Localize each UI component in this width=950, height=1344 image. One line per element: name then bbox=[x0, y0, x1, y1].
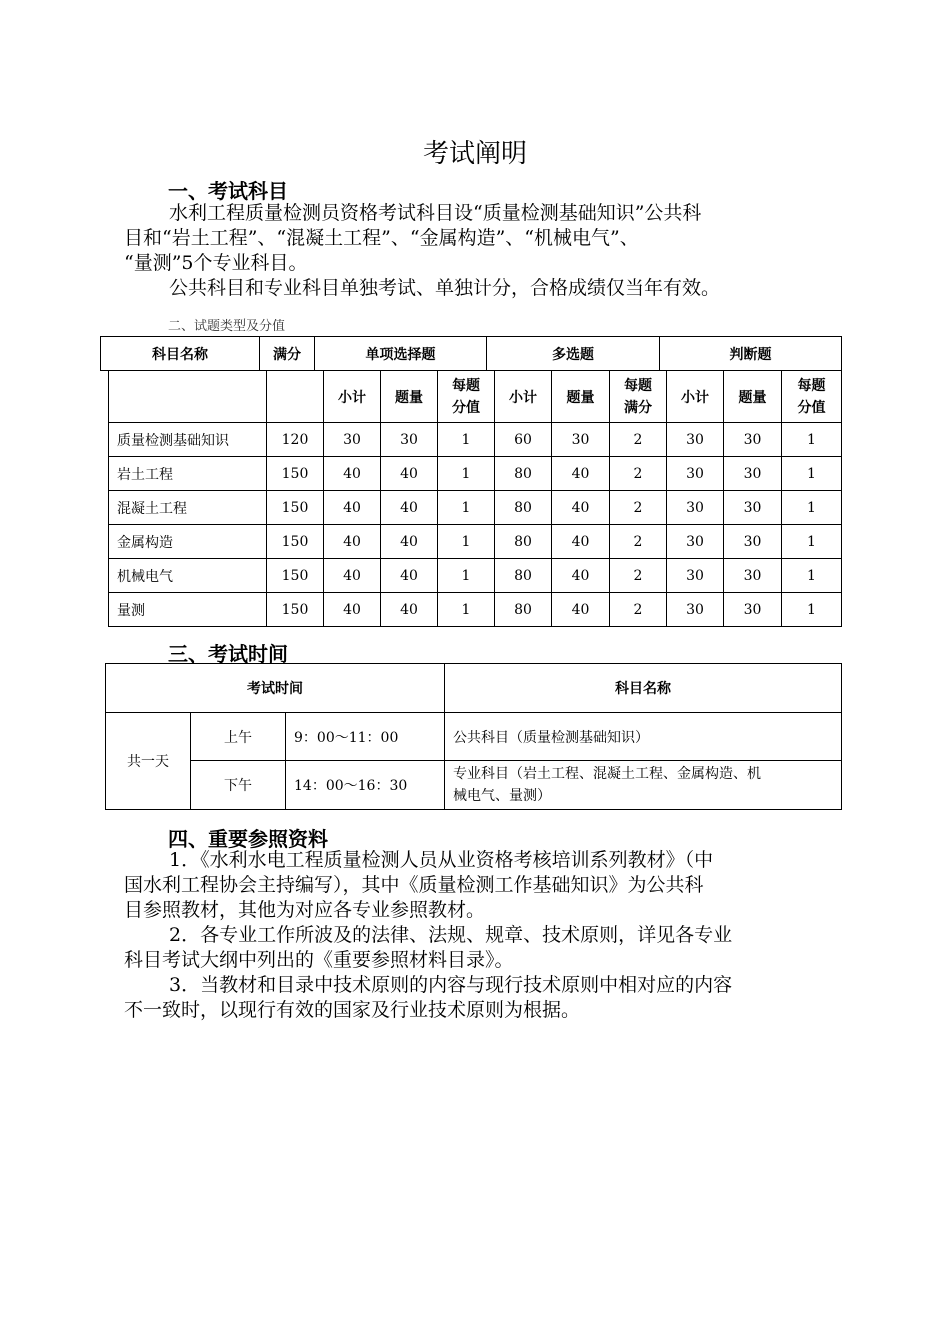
cell-subject: 量测 bbox=[109, 593, 267, 627]
cell: 40 bbox=[381, 491, 438, 525]
subheader-cell: 小计 bbox=[667, 371, 724, 423]
subheader-cell: 小计 bbox=[324, 371, 381, 423]
subheader-cell: 每题 分值 bbox=[438, 371, 495, 423]
subheader-cell: 题量 bbox=[381, 371, 438, 423]
cell: 40 bbox=[324, 525, 381, 559]
cell: 30 bbox=[552, 423, 610, 457]
subjects-line: 目和“岩土工程”、“混凝土工程”、“金属构造”、“机械电气”、 bbox=[124, 227, 639, 249]
cell: 30 bbox=[724, 593, 782, 627]
reference-line: 目参照教材，其他为对应各专业参照教材。 bbox=[124, 899, 486, 921]
cell: 2 bbox=[610, 559, 667, 593]
reference-line: 3．当教材和目录中技术原则的内容与现行技术原则中相对应的内容 bbox=[169, 974, 733, 996]
cell: 40 bbox=[381, 593, 438, 627]
reference-line: 不一致时，以现行有效的国家及行业技术原则为根据。 bbox=[124, 999, 581, 1021]
table-row bbox=[109, 491, 842, 525]
question-types-header-table bbox=[100, 336, 842, 371]
afternoon-subject-line: 专业科目（岩土工程、混凝土工程、金属构造、机 bbox=[453, 766, 761, 782]
cell: 60 bbox=[495, 423, 552, 457]
cell: 40 bbox=[552, 457, 610, 491]
subjects-paragraph bbox=[124, 201, 834, 301]
cell: 40 bbox=[552, 593, 610, 627]
cell: 150 bbox=[267, 559, 324, 593]
section-heading-subjects: 一、考试科目 bbox=[168, 179, 288, 203]
cell: 1 bbox=[782, 525, 842, 559]
cell: 30 bbox=[724, 525, 782, 559]
scoring-note: 公共科目和专业科目单独考试、单独计分，合格成绩仅当年有效。 bbox=[169, 277, 721, 299]
cell: 1 bbox=[438, 593, 495, 627]
subheader-row bbox=[109, 371, 842, 423]
reference-line: 科目考试大纲中列出的《重要参照材料目录》。 bbox=[124, 949, 514, 971]
cell: 1 bbox=[438, 491, 495, 525]
cell: 120 bbox=[267, 423, 324, 457]
cell-subject: 金属构造 bbox=[109, 525, 267, 559]
cell: 1 bbox=[782, 593, 842, 627]
cell: 1 bbox=[782, 423, 842, 457]
cell: 30 bbox=[667, 525, 724, 559]
question-types-caption: 二、试题类型及分值 bbox=[168, 319, 286, 334]
cell: 30 bbox=[667, 491, 724, 525]
header-exam-time: 考试时间 bbox=[106, 664, 445, 713]
cell-morning-subject: 公共科目（质量检测基础知识） bbox=[445, 713, 842, 761]
cell: 1 bbox=[782, 559, 842, 593]
cell: 30 bbox=[724, 423, 782, 457]
cell-subject: 混凝土工程 bbox=[109, 491, 267, 525]
header-subject: 科目名称 bbox=[445, 664, 842, 713]
subheader-cell: 每题 满分 bbox=[610, 371, 667, 423]
header-full-score: 满分 bbox=[260, 337, 315, 371]
cell: 30 bbox=[667, 423, 724, 457]
cell: 40 bbox=[381, 559, 438, 593]
cell: 150 bbox=[267, 491, 324, 525]
cell: 40 bbox=[324, 559, 381, 593]
cell-afternoon-subject bbox=[445, 761, 842, 810]
cell: 2 bbox=[610, 457, 667, 491]
cell-subject: 机械电气 bbox=[109, 559, 267, 593]
cell: 80 bbox=[495, 457, 552, 491]
cell: 40 bbox=[381, 457, 438, 491]
cell: 2 bbox=[610, 525, 667, 559]
cell: 150 bbox=[267, 593, 324, 627]
table-row bbox=[109, 525, 842, 559]
cell: 150 bbox=[267, 457, 324, 491]
header-single-choice: 单项选择题 bbox=[315, 337, 487, 371]
cell: 40 bbox=[552, 491, 610, 525]
subheader-empty bbox=[109, 371, 267, 423]
cell: 80 bbox=[495, 559, 552, 593]
section-heading-exam-time: 三、考试时间 bbox=[168, 642, 288, 666]
cell: 1 bbox=[782, 491, 842, 525]
reference-line: 国水利工程协会主持编写），其中《质量检测工作基础知识》为公共科 bbox=[124, 874, 704, 896]
cell: 30 bbox=[667, 457, 724, 491]
cell: 80 bbox=[495, 525, 552, 559]
cell: 40 bbox=[381, 525, 438, 559]
cell-morning: 上午 bbox=[191, 713, 286, 761]
cell: 150 bbox=[267, 525, 324, 559]
cell: 30 bbox=[324, 423, 381, 457]
subjects-line: “量测”5个专业科目。 bbox=[124, 252, 308, 274]
cell: 80 bbox=[495, 491, 552, 525]
cell: 1 bbox=[438, 423, 495, 457]
section-heading-references: 四、重要参照资料 bbox=[168, 827, 328, 851]
subheader-cell: 小计 bbox=[495, 371, 552, 423]
cell-morning-time: 9：00～11：00 bbox=[286, 713, 445, 761]
cell-afternoon: 下午 bbox=[191, 761, 286, 810]
exam-time-table bbox=[105, 663, 842, 810]
subjects-line: 水利工程质量检测员资格考试科目设“质量检测基础知识”公共科 bbox=[169, 202, 702, 224]
subheader-cell: 题量 bbox=[724, 371, 782, 423]
references-list bbox=[124, 848, 834, 1023]
table-row bbox=[109, 457, 842, 491]
subheader-cell: 每题 分值 bbox=[782, 371, 842, 423]
cell-day: 共一天 bbox=[106, 713, 191, 810]
cell-afternoon-time: 14：00～16：30 bbox=[286, 761, 445, 810]
cell: 2 bbox=[610, 423, 667, 457]
page-title: 考试阐明 bbox=[422, 139, 527, 169]
cell: 30 bbox=[667, 559, 724, 593]
cell: 1 bbox=[438, 525, 495, 559]
table-row bbox=[109, 559, 842, 593]
header-subject-name: 科目名称 bbox=[101, 337, 260, 371]
subheader-empty bbox=[267, 371, 324, 423]
question-types-table bbox=[108, 370, 842, 627]
reference-line: 2．各专业工作所波及的法律、法规、规章、技术原则，详见各专业 bbox=[169, 924, 733, 946]
cell: 30 bbox=[381, 423, 438, 457]
cell: 80 bbox=[495, 593, 552, 627]
cell: 1 bbox=[782, 457, 842, 491]
cell: 30 bbox=[724, 457, 782, 491]
cell: 30 bbox=[724, 491, 782, 525]
cell: 40 bbox=[552, 525, 610, 559]
table-row bbox=[109, 423, 842, 457]
cell: 30 bbox=[724, 559, 782, 593]
cell: 30 bbox=[667, 593, 724, 627]
cell: 1 bbox=[438, 457, 495, 491]
header-true-false: 判断题 bbox=[660, 337, 842, 371]
header-multi-choice: 多选题 bbox=[487, 337, 660, 371]
cell: 40 bbox=[324, 593, 381, 627]
cell: 40 bbox=[324, 457, 381, 491]
cell: 40 bbox=[324, 491, 381, 525]
subheader-cell: 题量 bbox=[552, 371, 610, 423]
cell: 2 bbox=[610, 491, 667, 525]
cell: 40 bbox=[552, 559, 610, 593]
cell: 1 bbox=[438, 559, 495, 593]
reference-line: 1．《水利水电工程质量检测人员从业资格考核培训系列教材》（中 bbox=[169, 849, 714, 871]
afternoon-subject-line: 械电气、量测） bbox=[453, 788, 551, 804]
cell-subject: 岩土工程 bbox=[109, 457, 267, 491]
cell-subject: 质量检测基础知识 bbox=[109, 423, 267, 457]
cell: 2 bbox=[610, 593, 667, 627]
table-row bbox=[109, 593, 842, 627]
